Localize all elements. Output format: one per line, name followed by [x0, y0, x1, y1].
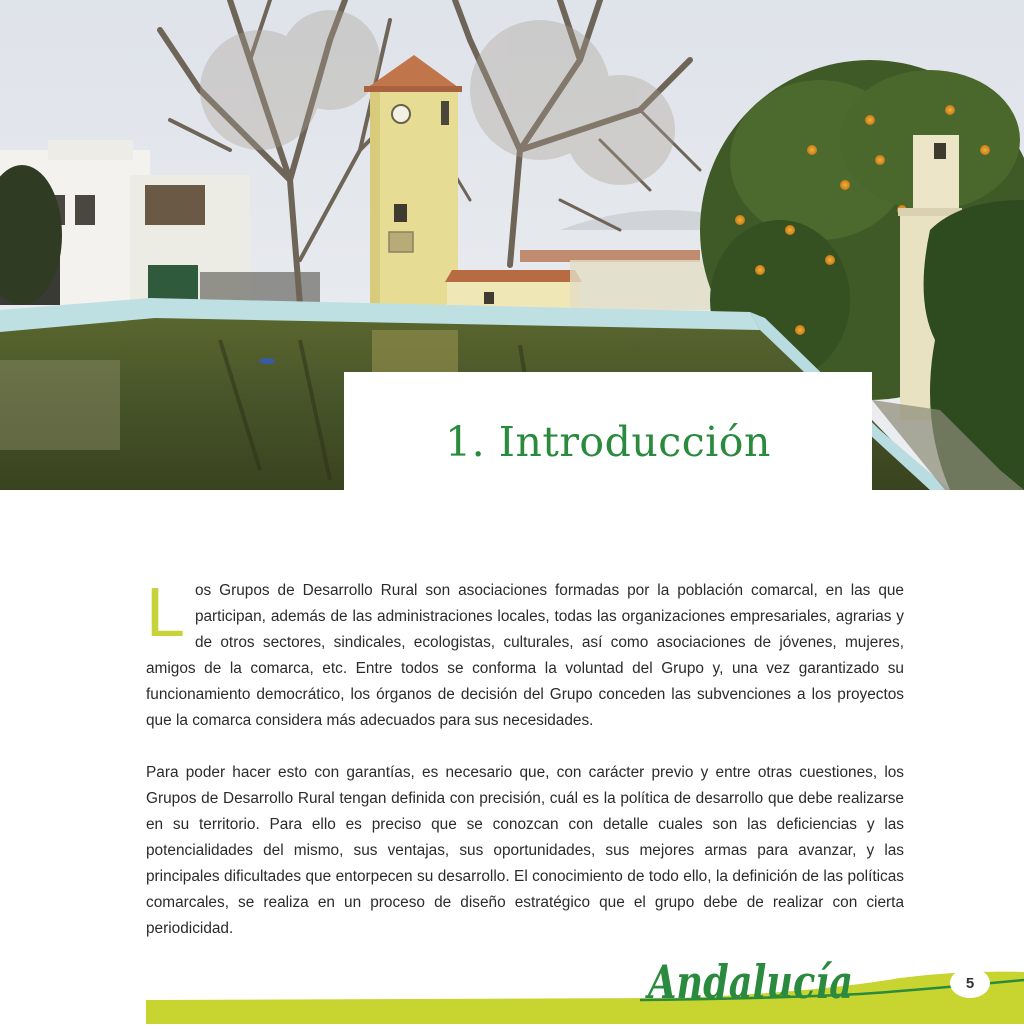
paragraph-2: Para poder hacer esto con garantías, es necesario que, con carácter previo y entre otras cuestiones, los Grupos de Desarrollo Rural tengan definida con precisión, cuál es la política de desarrollo que debe realizarse en su territorio. Para ello es preciso que se conozcan con detalle cuales son las deficiencias y las potencialidades del mismo, sus ventajas, sus oportunidades, sus mejores armas para avanzar, y las principales dificultades que entorpecen su desarrollo. El conocimiento de todo ello, la definición de las políticas comarcales, se realiza en un proceso de diseño estratégico que el grupo debe de realizar con cierta periodicidad.: [146, 764, 904, 937]
clock-tower: [364, 55, 462, 310]
paragraph-1: [146, 573, 904, 734]
body-text: [146, 573, 904, 968]
footer: [0, 950, 1024, 1024]
paragraph-1-text: os Grupos de Desarrollo Rural son asociaciones formadas por la población comarcal, en las que participan, además de las administraciones locales, todas las organizaciones empresariales, agrarias y de otros sectores, sindicales, ecologistas, culturales, así como asociaciones de jóvenes, mujeres, amigos de la comarca, etc. Entre todos se conforma la voluntad del Grupo y, una vez garantizado su funcionamiento democrático, los órganos de decisión del Grupo conceden las subvenciones a los proyectos que la comarca considera más adecuados para sus necesidades.: [146, 582, 904, 729]
drop-cap: L: [146, 573, 185, 651]
andalucia-logo: Andalucía: [644, 955, 853, 1009]
page-title: 1. Introducción: [445, 418, 771, 466]
page-number: 5: [965, 975, 975, 992]
title-box: [344, 372, 872, 492]
footer-band: [146, 972, 1024, 1024]
